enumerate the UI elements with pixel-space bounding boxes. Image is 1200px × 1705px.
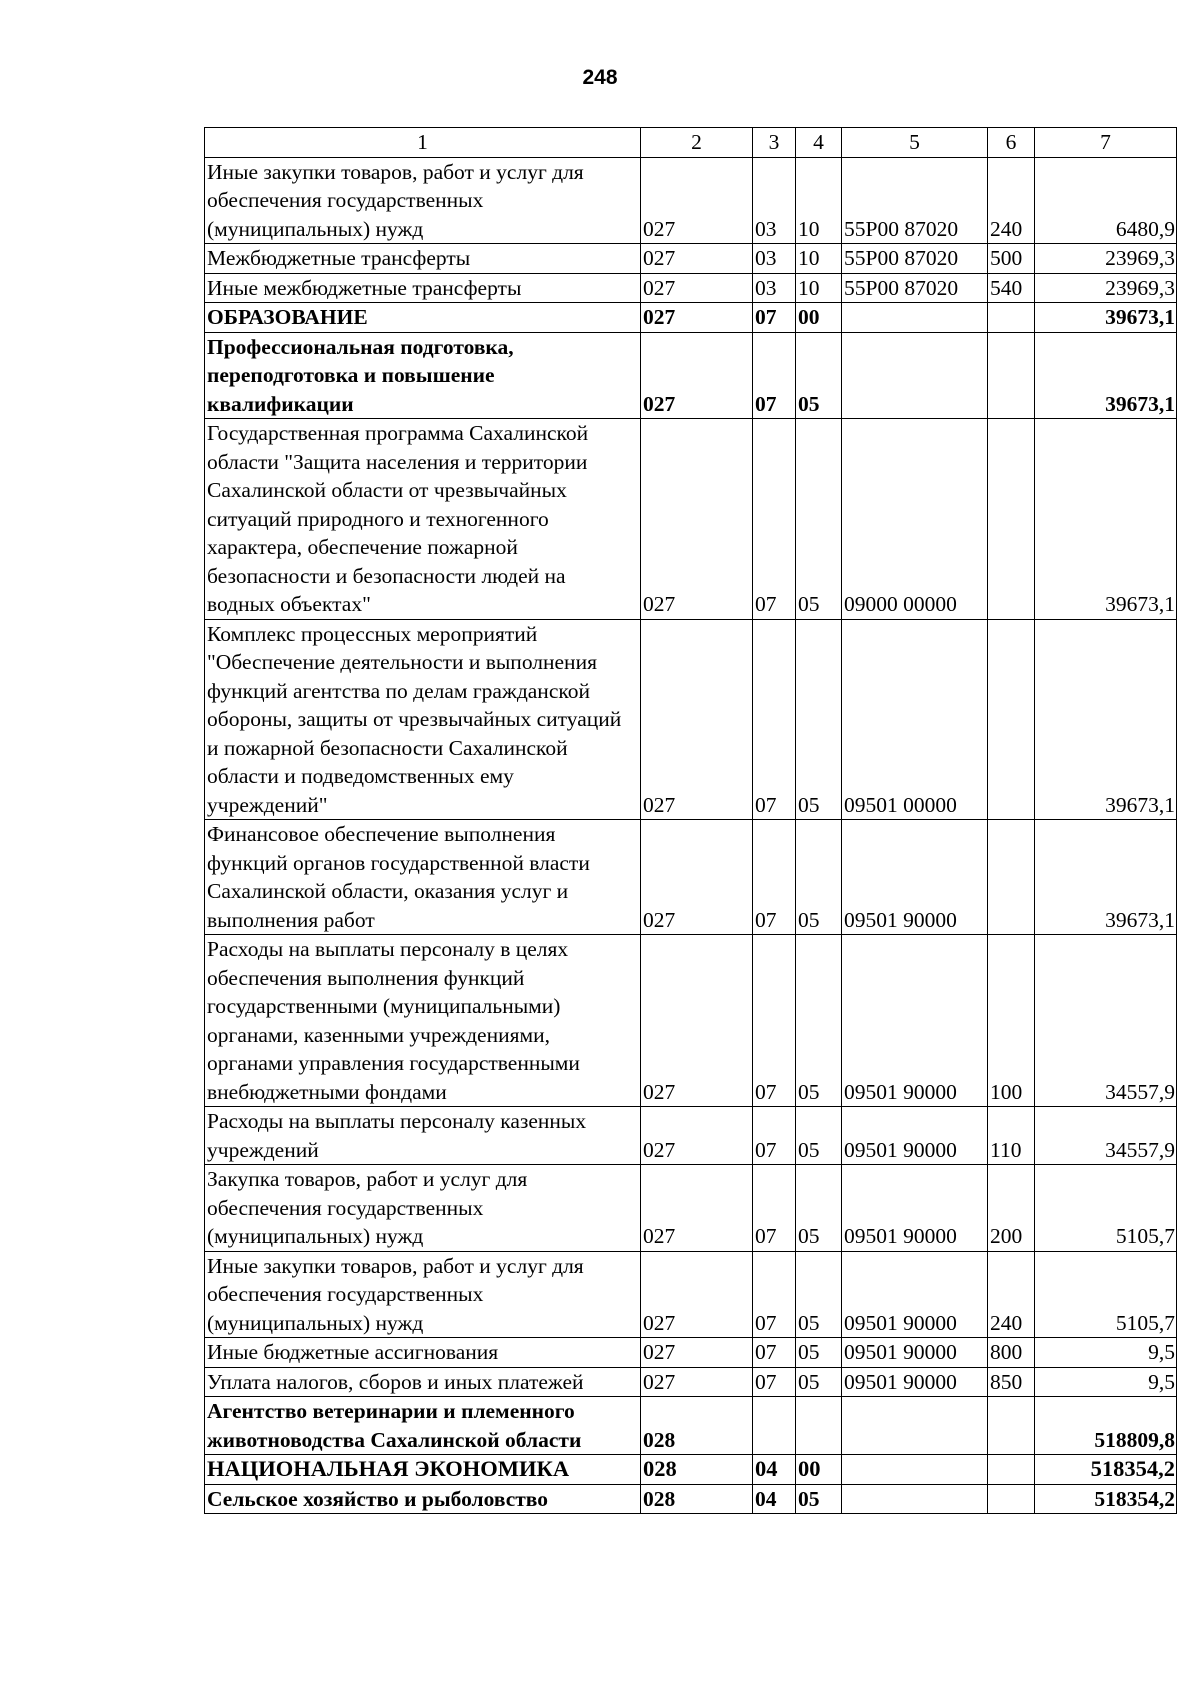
row-name-cell: Государственная программа Сахалинской области "Защита населения и территории Сахалинской области от чрезвычайных ситуаций природного и техногенного характера, обеспечение пожарной безопасности и безопасности людей на водных объектах" xyxy=(205,419,641,620)
amount-cell: 5105,7 xyxy=(1035,1251,1177,1338)
subsection-cell: 05 xyxy=(796,1107,842,1165)
target-article-cell xyxy=(842,1455,988,1485)
subsection-cell: 10 xyxy=(796,157,842,244)
expense-type-cell xyxy=(988,820,1035,935)
section-cell: 07 xyxy=(753,332,796,419)
expense-type-cell: 100 xyxy=(988,935,1035,1107)
header-col-4: 4 xyxy=(796,128,842,158)
expense-type-cell: 240 xyxy=(988,1251,1035,1338)
row-name-cell: Агентство ветеринарии и племенного животноводства Сахалинской области xyxy=(205,1397,641,1455)
subsection-cell: 05 xyxy=(796,1367,842,1397)
table-row xyxy=(205,332,1177,419)
expense-type-cell xyxy=(988,1455,1035,1485)
target-article-cell: 09501 90000 xyxy=(842,1367,988,1397)
ministry-code-cell: 027 xyxy=(641,1367,753,1397)
subsection-cell: 10 xyxy=(796,244,842,274)
amount-cell: 39673,1 xyxy=(1035,419,1177,620)
target-article-cell: 09501 90000 xyxy=(842,1338,988,1368)
row-name-cell: Закупка товаров, работ и услуг для обеспечения государственных (муниципальных) нужд xyxy=(205,1165,641,1252)
amount-cell: 518354,2 xyxy=(1035,1484,1177,1514)
ministry-code-cell: 027 xyxy=(641,820,753,935)
target-article-cell: 09501 00000 xyxy=(842,619,988,820)
expense-type-cell xyxy=(988,1484,1035,1514)
header-col-5: 5 xyxy=(842,128,988,158)
ministry-code-cell: 027 xyxy=(641,619,753,820)
budget-table xyxy=(204,127,1177,1514)
expense-type-cell xyxy=(988,1397,1035,1455)
expense-type-cell: 850 xyxy=(988,1367,1035,1397)
ministry-code-cell: 027 xyxy=(641,1251,753,1338)
table-row xyxy=(205,1367,1177,1397)
amount-cell: 9,5 xyxy=(1035,1338,1177,1368)
ministry-code-cell: 027 xyxy=(641,273,753,303)
expense-type-cell: 800 xyxy=(988,1338,1035,1368)
section-cell: 07 xyxy=(753,1107,796,1165)
table-row xyxy=(205,419,1177,620)
target-article-cell xyxy=(842,1484,988,1514)
section-cell: 07 xyxy=(753,619,796,820)
section-cell: 04 xyxy=(753,1484,796,1514)
amount-cell: 39673,1 xyxy=(1035,303,1177,333)
subsection-cell: 05 xyxy=(796,820,842,935)
target-article-cell: 09501 90000 xyxy=(842,820,988,935)
expense-type-cell: 540 xyxy=(988,273,1035,303)
target-article-cell xyxy=(842,1397,988,1455)
amount-cell: 6480,9 xyxy=(1035,157,1177,244)
table-row xyxy=(205,303,1177,333)
target-article-cell: 55Р00 87020 xyxy=(842,273,988,303)
table-body xyxy=(205,128,1177,1514)
section-cell: 07 xyxy=(753,1251,796,1338)
ministry-code-cell: 027 xyxy=(641,935,753,1107)
row-name-cell: Иные закупки товаров, работ и услуг для обеспечения государственных (муниципальных) нужд xyxy=(205,1251,641,1338)
section-cell: 03 xyxy=(753,244,796,274)
amount-cell: 5105,7 xyxy=(1035,1165,1177,1252)
expense-type-cell xyxy=(988,619,1035,820)
section-cell: 07 xyxy=(753,1367,796,1397)
subsection-cell: 05 xyxy=(796,332,842,419)
ministry-code-cell: 027 xyxy=(641,157,753,244)
expense-type-cell: 500 xyxy=(988,244,1035,274)
header-col-2: 2 xyxy=(641,128,753,158)
target-article-cell xyxy=(842,332,988,419)
table-header-row xyxy=(205,128,1177,158)
amount-cell: 23969,3 xyxy=(1035,244,1177,274)
target-article-cell: 09000 00000 xyxy=(842,419,988,620)
row-name-cell: Межбюджетные трансферты xyxy=(205,244,641,274)
target-article-cell xyxy=(842,303,988,333)
amount-cell: 9,5 xyxy=(1035,1367,1177,1397)
target-article-cell: 09501 90000 xyxy=(842,1107,988,1165)
table-row xyxy=(205,1484,1177,1514)
table-row xyxy=(205,1107,1177,1165)
expense-type-cell: 200 xyxy=(988,1165,1035,1252)
ministry-code-cell: 027 xyxy=(641,1107,753,1165)
row-name-cell: Расходы на выплаты персоналу в целях обеспечения выполнения функций государственными (муниципальными) органами, казенными учреждениями, органами управления государственными внебюджетными фондами xyxy=(205,935,641,1107)
subsection-cell: 05 xyxy=(796,935,842,1107)
amount-cell: 39673,1 xyxy=(1035,820,1177,935)
subsection-cell: 00 xyxy=(796,1455,842,1485)
row-name-cell: НАЦИОНАЛЬНАЯ ЭКОНОМИКА xyxy=(205,1455,641,1485)
section-cell: 07 xyxy=(753,935,796,1107)
header-col-1: 1 xyxy=(205,128,641,158)
subsection-cell: 05 xyxy=(796,419,842,620)
expense-type-cell: 240 xyxy=(988,157,1035,244)
row-name-cell: Уплата налогов, сборов и иных платежей xyxy=(205,1367,641,1397)
row-name-cell: Иные закупки товаров, работ и услуг для обеспечения государственных (муниципальных) нужд xyxy=(205,157,641,244)
row-name-cell: Иные межбюджетные трансферты xyxy=(205,273,641,303)
header-col-3: 3 xyxy=(753,128,796,158)
ministry-code-cell: 027 xyxy=(641,1165,753,1252)
expense-type-cell xyxy=(988,419,1035,620)
ministry-code-cell: 027 xyxy=(641,419,753,620)
amount-cell: 518354,2 xyxy=(1035,1455,1177,1485)
table-row xyxy=(205,619,1177,820)
table-row xyxy=(205,820,1177,935)
amount-cell: 34557,9 xyxy=(1035,1107,1177,1165)
header-col-7: 7 xyxy=(1035,128,1177,158)
table-row xyxy=(205,1165,1177,1252)
amount-cell: 518809,8 xyxy=(1035,1397,1177,1455)
section-cell: 07 xyxy=(753,1338,796,1368)
header-col-6: 6 xyxy=(988,128,1035,158)
row-name-cell: ОБРАЗОВАНИЕ xyxy=(205,303,641,333)
table-row xyxy=(205,244,1177,274)
section-cell: 07 xyxy=(753,1165,796,1252)
ministry-code-cell: 028 xyxy=(641,1397,753,1455)
ministry-code-cell: 027 xyxy=(641,244,753,274)
ministry-code-cell: 027 xyxy=(641,1338,753,1368)
row-name-cell: Финансовое обеспечение выполнения функций органов государственной власти Сахалинской области, оказания услуг и выполнения работ xyxy=(205,820,641,935)
amount-cell: 39673,1 xyxy=(1035,619,1177,820)
ministry-code-cell: 027 xyxy=(641,303,753,333)
amount-cell: 23969,3 xyxy=(1035,273,1177,303)
row-name-cell: Иные бюджетные ассигнования xyxy=(205,1338,641,1368)
expense-type-cell: 110 xyxy=(988,1107,1035,1165)
section-cell: 03 xyxy=(753,157,796,244)
section-cell: 07 xyxy=(753,419,796,620)
section-cell: 07 xyxy=(753,303,796,333)
expense-type-cell xyxy=(988,303,1035,333)
subsection-cell: 00 xyxy=(796,303,842,333)
table-row xyxy=(205,935,1177,1107)
section-cell: 03 xyxy=(753,273,796,303)
table-row xyxy=(205,1455,1177,1485)
target-article-cell: 09501 90000 xyxy=(842,1165,988,1252)
target-article-cell: 55Р00 87020 xyxy=(842,244,988,274)
table-row xyxy=(205,1338,1177,1368)
section-cell: 07 xyxy=(753,820,796,935)
expense-type-cell xyxy=(988,332,1035,419)
subsection-cell: 05 xyxy=(796,1251,842,1338)
subsection-cell: 05 xyxy=(796,1165,842,1252)
target-article-cell: 55Р00 87020 xyxy=(842,157,988,244)
ministry-code-cell: 028 xyxy=(641,1455,753,1485)
row-name-cell: Профессиональная подготовка, переподготовка и повышение квалификации xyxy=(205,332,641,419)
amount-cell: 39673,1 xyxy=(1035,332,1177,419)
subsection-cell: 05 xyxy=(796,1338,842,1368)
section-cell xyxy=(753,1397,796,1455)
row-name-cell: Расходы на выплаты персоналу казенных учреждений xyxy=(205,1107,641,1165)
section-cell: 04 xyxy=(753,1455,796,1485)
subsection-cell: 05 xyxy=(796,619,842,820)
page-number: 248 xyxy=(582,66,618,89)
subsection-cell: 10 xyxy=(796,273,842,303)
row-name-cell: Сельское хозяйство и рыболовство xyxy=(205,1484,641,1514)
subsection-cell xyxy=(796,1397,842,1455)
table-row xyxy=(205,273,1177,303)
ministry-code-cell: 028 xyxy=(641,1484,753,1514)
amount-cell: 34557,9 xyxy=(1035,935,1177,1107)
table-row xyxy=(205,157,1177,244)
table-row xyxy=(205,1397,1177,1455)
subsection-cell: 05 xyxy=(796,1484,842,1514)
row-name-cell: Комплекс процессных мероприятий "Обеспечение деятельности и выполнения функций агентства по делам гражданской обороны, защиты от чрезвычайных ситуаций и пожарной безопасности Сахалинской области и подведомственных ему учреждений" xyxy=(205,619,641,820)
table-row xyxy=(205,1251,1177,1338)
ministry-code-cell: 027 xyxy=(641,332,753,419)
target-article-cell: 09501 90000 xyxy=(842,935,988,1107)
target-article-cell: 09501 90000 xyxy=(842,1251,988,1338)
